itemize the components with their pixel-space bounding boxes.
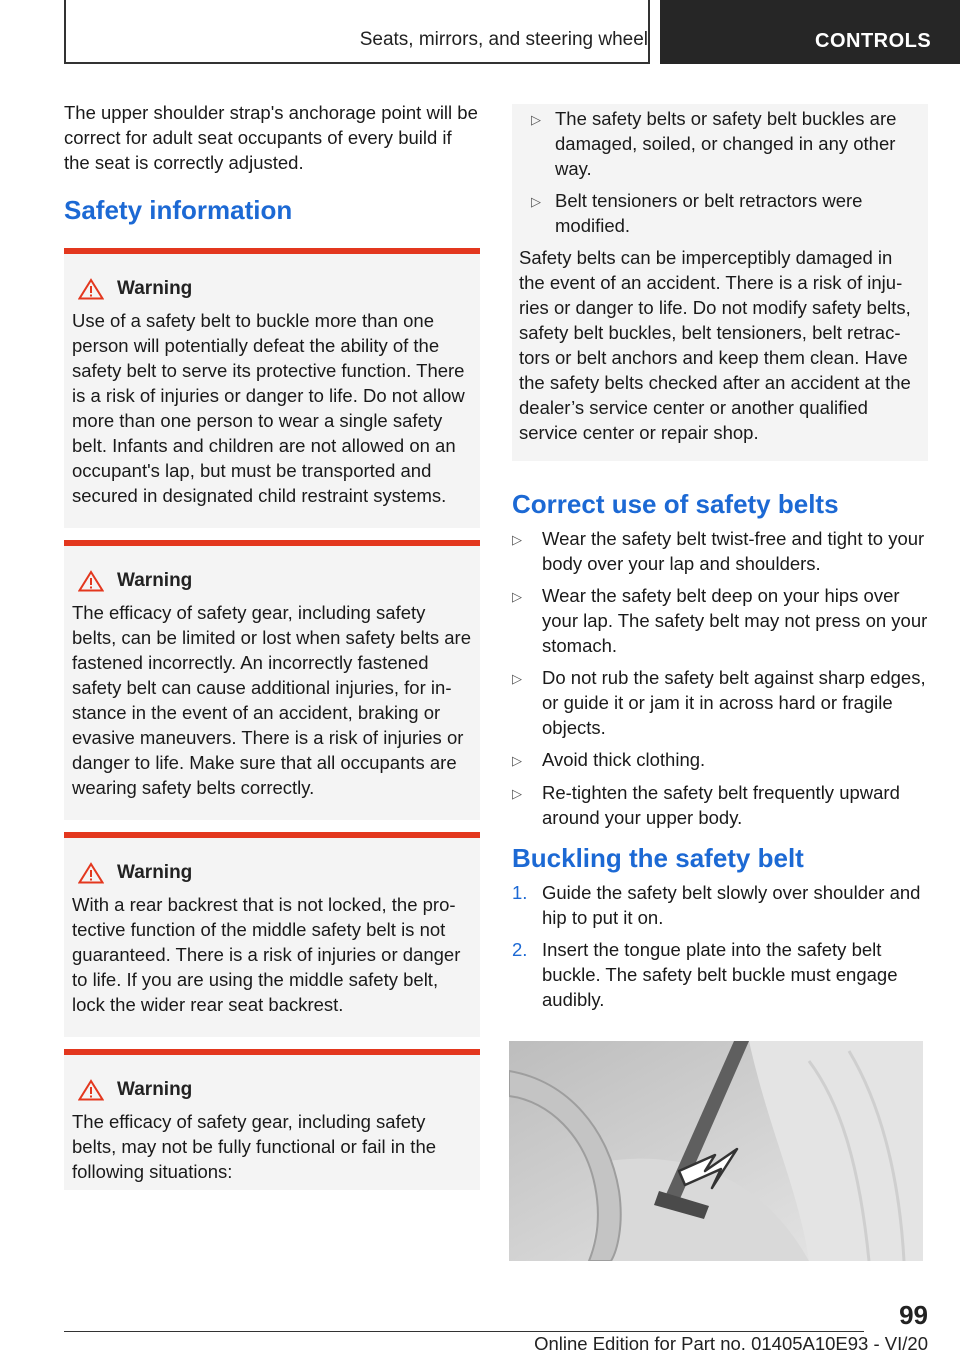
warning-continuation-text: Safety belts can be imperceptibly damaged in the event of an accident. There is a risk of injuries or danger to life. Do not modify safety belts, safety belt buckles, belt tensioners, belt retractors or belt anchors and keep them clean. Have the safety belts checked after an accident at the dealer’s service center or another qualified service center or repair shop.	[519, 247, 911, 443]
list-item: ▷ Wear the safety belt twist-free and tight to your body over your lap and shoulders.	[512, 528, 925, 574]
list-item: 2. Insert the tongue plate into the safety belt buckle. The safety belt buckle must engage audibly.	[512, 939, 898, 1010]
failure-situations-list	[519, 106, 922, 238]
warning-title: Warning	[117, 862, 193, 883]
triangle-bullet-icon: ▷	[531, 112, 541, 127]
warning-triangle-icon	[78, 862, 104, 884]
header-chapter-tab	[660, 0, 960, 64]
warning-title: Warning	[117, 1079, 193, 1100]
intro-paragraph: The upper shoulder strap's anchorage point will be correct for adult seat occupants of every build if the seat is correctly adjusted.	[64, 102, 478, 173]
warning-continuation-box	[512, 104, 928, 461]
list-item: ▷ The safety belts or safety belt buckles are damaged, soiled, or changed in any other way.	[519, 106, 922, 181]
triangle-bullet-icon: ▷	[512, 786, 522, 801]
list-item: ▷ Re-tighten the safety belt frequently upward around your upper body.	[512, 782, 900, 828]
warning-box-4	[64, 1049, 480, 1190]
left-column	[64, 100, 480, 1190]
buckling-heading: Buckling the safety belt	[512, 843, 804, 873]
footer-edition: Online Edition for Part no. 01405A10E93 - VI/20	[534, 1333, 928, 1354]
warning-box-2	[64, 540, 480, 820]
footer-rule	[64, 1331, 864, 1332]
list-item: ▷ Do not rub the safety belt against sharp edges, or guide it or jam it in across hard or fragile objects.	[512, 667, 926, 738]
warning-text: With a rear backrest that is not locked, the protective function of the middle safety belt is not guaranteed. There is a risk of injuries or danger to life. If you are using the middle safety belt, lock the wider rear seat backrest.	[72, 894, 461, 1015]
correct-use-heading: Correct use of safety belts	[512, 489, 839, 519]
warning-text: The efficacy of safety gear, including safety belts, can be limited or lost when safety belts are fastened incorrectly. An incorrectly fastened safety belt can cause additional injuries, for instance in the event of an accident, braking or evasive maneuvers. There is a risk of injuries or danger to life. Make sure that all occupants are wearing safety belts correctly.	[72, 602, 471, 798]
warning-triangle-icon	[78, 278, 104, 300]
seat-belt-buckle-illustration	[509, 1041, 923, 1261]
header-separator	[648, 0, 650, 64]
triangle-bullet-icon: ▷	[512, 671, 522, 686]
right-column	[512, 104, 928, 1019]
list-item: ▷ Avoid thick clothing.	[512, 747, 928, 773]
warning-box-3	[64, 832, 480, 1037]
buckling-steps	[512, 880, 928, 1012]
warning-title: Warning	[117, 278, 193, 299]
step-number: 1.	[512, 882, 528, 903]
list-item: ▷ Wear the safety belt deep on your hips over your lap. The safety belt may not press on your stomach.	[512, 585, 928, 656]
header-section-title: Seats, mirrors, and steering wheel	[359, 29, 648, 50]
warning-text: Use of a safety belt to buckle more than one person will potentially defeat the ability of the safety belt to serve its protective function. There is a risk of injuries or danger to life. Do not allow more than one person to wear a single safety belt. Infants and children are not allowed on an occupant's lap, but must be transported and secured in designated child restraint systems.	[72, 310, 465, 506]
warning-triangle-icon	[78, 1079, 104, 1101]
list-item: 1. Guide the safety belt slowly over shoulder and hip to put it on.	[512, 882, 921, 928]
warning-box-1	[64, 248, 480, 528]
warning-header	[72, 862, 474, 884]
header-rule-left	[64, 0, 66, 64]
chapter-label: CONTROLS	[815, 30, 932, 52]
warning-header	[72, 1079, 474, 1101]
page-number: 99	[899, 1300, 928, 1330]
warning-triangle-icon	[78, 570, 104, 592]
safety-information-heading: Safety information	[64, 195, 293, 225]
triangle-bullet-icon: ▷	[512, 753, 522, 768]
triangle-bullet-icon: ▷	[531, 194, 541, 209]
warning-header	[72, 570, 474, 592]
seat-belt-photo	[509, 1041, 923, 1261]
header-underline	[64, 62, 650, 64]
triangle-bullet-icon: ▷	[512, 532, 522, 547]
list-item: ▷ Belt tensioners or belt retractors were modified.	[519, 188, 922, 238]
step-number: 2.	[512, 939, 528, 960]
warning-header	[72, 278, 474, 300]
correct-use-list	[512, 526, 928, 830]
warning-text: The efficacy of safety gear, including safety belts, may not be fully functional or fail in the following situations:	[72, 1111, 437, 1182]
triangle-bullet-icon: ▷	[512, 589, 522, 604]
warning-title: Warning	[117, 570, 193, 591]
